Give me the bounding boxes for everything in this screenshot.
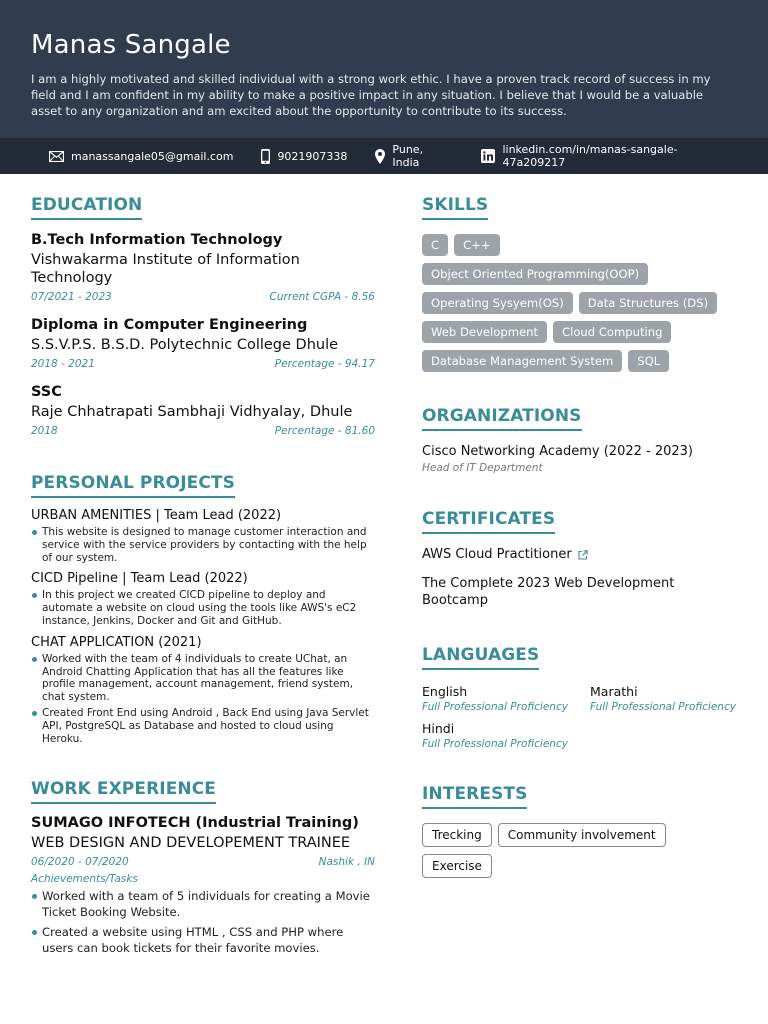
contact-linkedin[interactable] — [481, 143, 740, 169]
job-role: WEB DESIGN AND DEVELOPEMENT TRAINEE — [31, 835, 351, 852]
candidate-name: Manas Sangale — [31, 30, 231, 60]
project-item — [31, 507, 375, 564]
education-item — [31, 316, 375, 371]
education-section — [31, 195, 375, 438]
contact-phone[interactable] — [261, 149, 347, 164]
education-score: Percentage - 81.60 — [274, 425, 375, 437]
education-heading: EDUCATION — [31, 195, 142, 220]
languages-section — [422, 645, 740, 751]
skill-tag: Data Structures (DS) — [579, 292, 717, 314]
languages-list — [422, 684, 740, 751]
education-meta — [31, 290, 375, 304]
school-name: Vishwakarma Institute of Information Technology — [31, 252, 300, 286]
skill-tag: C++ — [454, 234, 500, 256]
organizations-heading: ORGANIZATIONS — [422, 406, 582, 431]
skill-row — [422, 350, 740, 372]
project-title: CICD Pipeline | Team Lead (2022) — [31, 571, 248, 587]
school-name: S.S.V.P.S. B.S.D. Polytechnic College Dhule — [31, 337, 339, 353]
linkedin-text: linkedin.com/in/manas-sangale-47a209217 — [502, 143, 678, 169]
contact-bar — [0, 138, 768, 174]
project-title: URBAN AMENITIES | Team Lead (2022) — [31, 508, 282, 523]
resume-header — [0, 0, 768, 138]
interests-section — [422, 784, 740, 878]
degree-title: B.Tech Information Technology — [31, 232, 283, 248]
language-item — [422, 721, 590, 751]
certificate-item[interactable] — [422, 546, 740, 563]
skill-tag: C — [422, 234, 448, 256]
bullet-item: Worked with a team of 5 individuals for creating a Movie Ticket Booking Website. — [31, 889, 375, 920]
interest-tag: Exercise — [422, 854, 492, 878]
skill-tag: Cloud Computing — [553, 321, 671, 343]
bullet-item: Created Front End using Android , Back End using Java Servlet API, PostgreSQL as Database and hosted to cloud using Heroku. — [31, 707, 375, 745]
certificate-name: The Complete 2023 Web Development Bootcamp — [422, 576, 675, 608]
work-section — [31, 779, 375, 956]
certificate-item — [422, 575, 740, 609]
bullet-item: This website is designed to manage customer interaction and service with the service providers by contacting with the help of our system. — [31, 526, 375, 564]
certificate-name: AWS Cloud Practitioner — [422, 547, 572, 562]
school-name: Raje Chhatrapati Sambhaji Vidhyalay, Dhule — [31, 404, 353, 420]
language-name: Marathi — [590, 684, 638, 699]
project-item — [31, 570, 375, 627]
language-item — [422, 684, 590, 714]
project-bullets — [31, 589, 375, 627]
interest-row — [422, 854, 740, 878]
projects-section — [31, 473, 375, 745]
phone-text: 9021907338 — [277, 149, 348, 163]
work-meta — [31, 855, 375, 869]
envelope-icon — [49, 151, 64, 162]
work-dates: 06/2020 - 07/2020 — [31, 856, 129, 869]
skills-list — [422, 234, 740, 372]
certificates-heading: CERTIFICATES — [422, 509, 555, 534]
skill-tag: SQL — [628, 350, 669, 372]
phone-icon — [261, 149, 270, 164]
project-bullets — [31, 526, 375, 564]
project-title: CHAT APPLICATION (2021) — [31, 634, 202, 650]
interests-heading: INTERESTS — [422, 784, 527, 809]
language-name: English — [422, 684, 468, 699]
project-item — [31, 634, 375, 746]
skill-row — [422, 321, 740, 343]
linkedin-icon — [481, 149, 495, 163]
work-location: Nashik , IN — [318, 856, 375, 869]
work-heading: WORK EXPERIENCE — [31, 779, 216, 804]
organization-name: Cisco Networking Academy (2022 - 2023) — [422, 444, 693, 459]
right-column — [422, 174, 740, 885]
skill-row — [422, 234, 740, 256]
project-bullets — [31, 653, 375, 746]
interest-tag: Trecking — [422, 823, 492, 847]
profile-summary: I am a highly motivated and skilled individual with a strong work ethic. I have a proven track record of success in my field and I am confident in my ability to make a positive impact in any situation. I believe that I would be a valuable asset to any organization and am excited about the opportunity to contribute to its success. — [31, 72, 711, 118]
skill-row — [422, 292, 740, 314]
skill-tag: Operating Sysyem(OS) — [422, 292, 573, 314]
interest-tag: Community involvement — [498, 823, 666, 847]
education-meta — [31, 424, 375, 438]
contact-email[interactable] — [49, 150, 233, 163]
certificates-section — [422, 509, 740, 609]
skills-heading: SKILLS — [422, 195, 488, 220]
language-level: Full Professional Proficiency — [422, 738, 568, 750]
interest-row — [422, 823, 740, 847]
degree-title: SSC — [31, 384, 62, 400]
interests-list — [422, 823, 740, 878]
education-score: Percentage - 94.17 — [274, 358, 375, 370]
external-link-icon[interactable] — [578, 550, 588, 560]
language-level: Full Professional Proficiency — [590, 701, 736, 713]
skill-tag: Web Development — [422, 321, 547, 343]
language-level: Full Professional Proficiency — [422, 701, 568, 713]
skill-row — [422, 263, 740, 285]
skill-tag: Object Oriented Programming(OOP) — [422, 263, 648, 285]
language-item — [590, 684, 740, 714]
education-score: Current CGPA - 8.56 — [269, 291, 375, 303]
bullet-item: Worked with the team of 4 individuals to create UChat, an Android Chatting Application that has all the features like profile management, account management, friend system, chat system. — [31, 653, 375, 704]
education-item — [31, 383, 375, 438]
education-meta — [31, 357, 375, 371]
degree-title: Diploma in Computer Engineering — [31, 317, 308, 333]
achievements-label: Achievements/Tasks — [31, 873, 138, 886]
contact-location — [375, 143, 453, 169]
left-column — [31, 174, 375, 961]
company-name: SUMAGO INFOTECH (Industrial Training) — [31, 815, 359, 832]
email-text: manassangale05@gmail.com — [71, 149, 234, 163]
location-text: Pune, India — [392, 143, 424, 169]
projects-heading: PERSONAL PROJECTS — [31, 473, 235, 498]
work-bullets — [31, 889, 375, 956]
languages-heading: LANGUAGES — [422, 645, 539, 670]
skill-tag: Database Management System — [422, 350, 622, 372]
language-name: Hindi — [422, 721, 455, 736]
education-dates: 07/2021 - 2023 — [31, 291, 112, 303]
organization-role: Head of IT Department — [422, 462, 543, 474]
education-dates: 2018 — [31, 425, 58, 437]
skills-section — [422, 195, 740, 372]
map-pin-icon — [375, 149, 385, 164]
education-dates: 2018 - 2021 — [31, 358, 95, 370]
bullet-item: Created a website using HTML , CSS and PHP where users can book tickets for their favorite movies. — [31, 925, 375, 956]
organizations-section — [422, 406, 740, 475]
bullet-item: In this project we created CICD pipeline to deploy and automate a website on cloud using the tools like AWS's eC2 instance, Jenkins, Docker and Git and GitHub. — [31, 589, 375, 627]
education-item — [31, 231, 375, 304]
